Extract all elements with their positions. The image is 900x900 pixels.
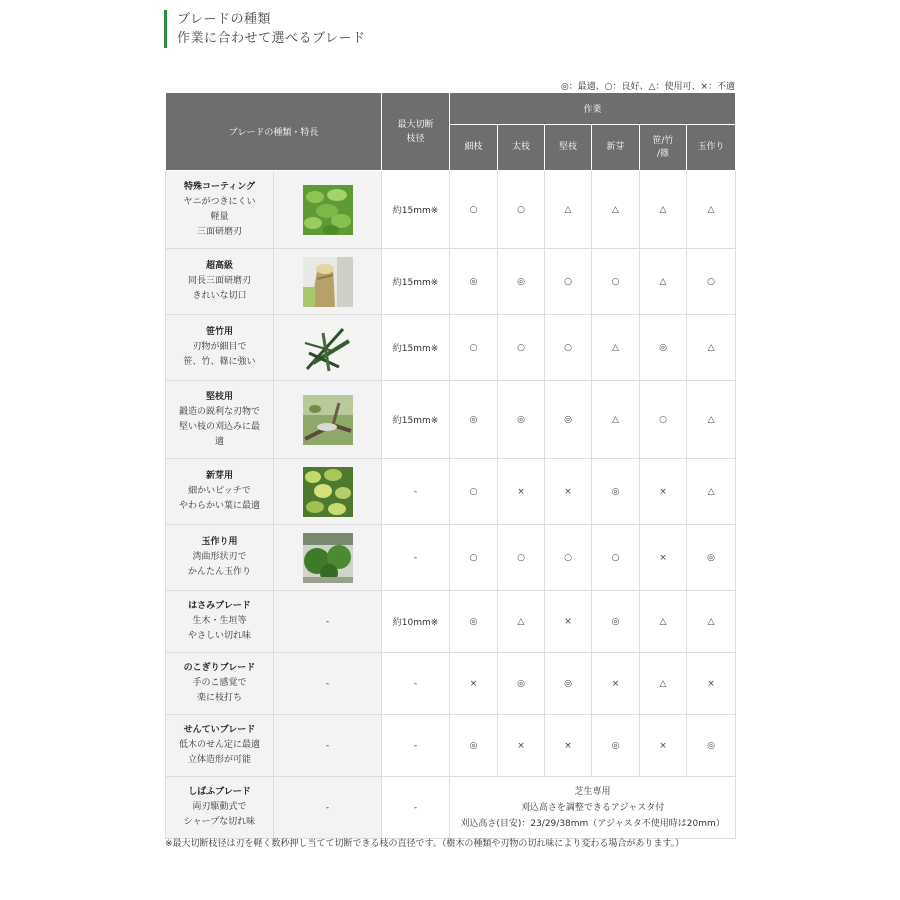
blade-feature-line: きれいな切口 [192,291,247,301]
header-work-col-label: 細枝 [464,142,483,152]
bamboo-leaf-photo [274,315,382,381]
header-work-col-label: 堅枝 [559,142,578,152]
suitability-mark: △ [498,591,545,653]
suitability-mark: × [498,459,545,525]
blade-name: 堅枝用 [205,391,233,402]
blade-name: 超高級 [205,261,233,271]
header-work-col [498,125,545,171]
suitability-mark: ○ [450,525,498,591]
header-work-col-label: 笹/竹 /篠 [652,135,674,159]
blade-name: しばふブレード [188,787,251,797]
blade-description [166,249,274,315]
suitability-mark: △ [640,249,687,315]
blade-name: せんていブレード [183,725,256,735]
suitability-mark: △ [687,315,736,381]
blade-feature-line: 立体造形が可能 [187,755,251,765]
suitability-mark: × [450,653,498,715]
max-cut-diameter: - [382,715,450,777]
suitability-mark: ◎ [498,381,545,459]
blade-row [166,715,736,777]
header-work-col-label: 太枝 [512,142,531,152]
header-work-col [450,125,498,171]
blade-feature-line: 堅い枝の刈込みに最 [178,421,260,432]
header-work-col [545,125,592,171]
suitability-mark: ◎ [450,249,498,315]
suitability-mark: × [687,653,736,715]
blade-spec-table [165,92,736,839]
header-work-col [592,125,640,171]
suitability-mark: × [498,715,545,777]
suitability-mark: ○ [498,171,545,249]
suitability-mark: △ [687,459,736,525]
section-title-block [164,10,365,48]
leaf-photo [274,171,382,249]
suitability-mark: △ [640,591,687,653]
lawn-note-line: 芝生専用 [574,786,611,797]
blade-row [166,459,736,525]
blade-description [166,315,274,381]
blade-feature-line: 手のこ感覚で [192,678,247,688]
suitability-mark: △ [592,381,640,459]
blade-feature-line: やわらかい葉に最適 [178,501,260,511]
blade-feature-line: 楽に枝打ち [196,693,242,703]
suitability-mark: ◎ [450,381,498,459]
branch-cut-photo [274,249,382,315]
blade-description [166,459,274,525]
suitability-mark: △ [640,653,687,715]
blade-image-none: - [274,777,382,839]
blade-feature-line: ヤニがつきにくい [183,196,256,207]
header-work-col-label: 新芽 [606,142,625,152]
suitability-mark: × [545,715,592,777]
header-max-cut-label: 最大切断 枝径 [397,119,434,144]
max-cut-diameter: - [382,459,450,525]
suitability-mark: ◎ [450,715,498,777]
blade-row [166,171,736,249]
max-cut-diameter: 約15mm※ [382,171,450,249]
blade-name: はさみブレード [188,601,251,611]
blade-name: のこぎりブレード [183,663,256,673]
suitability-mark: ◎ [545,653,592,715]
blade-feature-line: 刃物が細目で [192,342,247,352]
blade-row [166,381,736,459]
blade-name: 玉作り用 [201,537,238,547]
blade-row [166,777,736,839]
blade-description [166,591,274,653]
header-max-cut [382,93,450,171]
lawn-note-line: 刈込高さ(目安)：23/29/38mm（アジャスタ不使用時は20mm） [460,818,725,829]
header-work-col-label: 玉作り [697,142,725,152]
suitability-mark: △ [640,171,687,249]
blade-feature-line: 三面研磨刃 [196,226,242,237]
blade-name: 新芽用 [205,471,233,481]
max-cut-diameter: - [382,653,450,715]
suitability-mark: ○ [545,249,592,315]
symbol-legend: ◎：最適、○：良好、△：使用可、×：不適 [560,82,735,92]
header-work-col [640,125,687,171]
blade-feature-line: 笹、竹、篠に強い [183,357,256,367]
blade-feature-line: かんたん玉作り [187,567,251,577]
topiary-photo [274,525,382,591]
blade-image-none: - [274,715,382,777]
max-cut-diameter: 約15mm※ [382,381,450,459]
blade-row [166,249,736,315]
lawn-note-line: 刈込高さを調整できるアジャスタ付 [520,802,665,813]
suitability-mark: ◎ [640,315,687,381]
suitability-mark: × [545,459,592,525]
blade-feature-line: 鍛造の鋭利な刃物で [178,406,260,417]
suitability-mark: ◎ [592,591,640,653]
suitability-mark: △ [687,591,736,653]
suitability-mark: ○ [592,525,640,591]
suitability-mark: ◎ [450,591,498,653]
blade-feature-line: やさしい切れ味 [187,631,251,641]
suitability-mark: × [640,459,687,525]
hard-branch-photo [274,381,382,459]
suitability-mark: × [640,715,687,777]
blade-description [166,525,274,591]
max-cut-diameter: 約15mm※ [382,315,450,381]
suitability-mark: △ [687,381,736,459]
footnote: ※最大切断枝径は刃を軽く数秒押し当てて切断できる枝の直径です。（樹木の種類や刃物の切れ味により変わる場合があります。） [165,839,685,849]
max-cut-diameter: 約10mm※ [382,591,450,653]
suitability-mark: × [592,653,640,715]
blade-feature-line: 低木のせん定に最適 [178,740,260,750]
blade-name: 笹竹用 [205,327,233,337]
blade-feature-line: 生木・生垣等 [192,616,247,626]
suitability-mark: ◎ [545,381,592,459]
blade-description [166,777,274,839]
suitability-mark: ◎ [592,715,640,777]
blade-feature-line: 軽量 [210,211,229,222]
max-cut-diameter: 約15mm※ [382,249,450,315]
header-work-col [687,125,736,171]
blade-feature-line: 両刃駆動式で [192,802,247,812]
blade-description [166,381,274,459]
suitability-mark: △ [592,171,640,249]
blade-row [166,653,736,715]
max-cut-diameter: - [382,777,450,839]
max-cut-diameter: - [382,525,450,591]
suitability-mark: ○ [592,249,640,315]
blade-feature-line: 適 [214,436,224,447]
blade-feature-line: 湾曲形状刃で [192,552,247,562]
blade-feature-line: 細かいピッチで [188,486,251,496]
blade-feature-line: シャープな切れ味 [183,817,256,827]
suitability-mark: △ [592,315,640,381]
suitability-mark: △ [687,171,736,249]
suitability-mark: ○ [498,525,545,591]
suitability-mark: ◎ [687,715,736,777]
lawn-blade-note [450,777,736,839]
blade-image-none: - [274,653,382,715]
page-subtitle: 作業に合わせて選べるブレード [177,31,366,46]
suitability-mark: ○ [545,525,592,591]
suitability-mark: × [545,591,592,653]
suitability-mark: ◎ [498,249,545,315]
suitability-mark: ◎ [687,525,736,591]
blade-row [166,315,736,381]
blade-image-none: - [274,591,382,653]
blade-feature-line: 同長三面研磨刃 [187,276,251,286]
suitability-mark: ◎ [592,459,640,525]
suitability-mark: ○ [545,315,592,381]
new-bud-photo [274,459,382,525]
page-title: ブレードの種類 [177,12,271,27]
suitability-mark: ○ [450,459,498,525]
suitability-mark: × [640,525,687,591]
blade-description [166,171,274,249]
suitability-mark: ◎ [498,653,545,715]
suitability-mark: ○ [640,381,687,459]
header-blade-type: ブレードの種類・特長 [166,93,382,171]
header-work: 作業 [450,93,736,125]
blade-description [166,715,274,777]
suitability-mark: ○ [498,315,545,381]
blade-description [166,653,274,715]
suitability-mark: ○ [450,171,498,249]
blade-row [166,591,736,653]
blade-row [166,525,736,591]
blade-name: 特殊コーティング [183,181,256,192]
suitability-mark: ○ [687,249,736,315]
suitability-mark: △ [545,171,592,249]
suitability-mark: ○ [450,315,498,381]
